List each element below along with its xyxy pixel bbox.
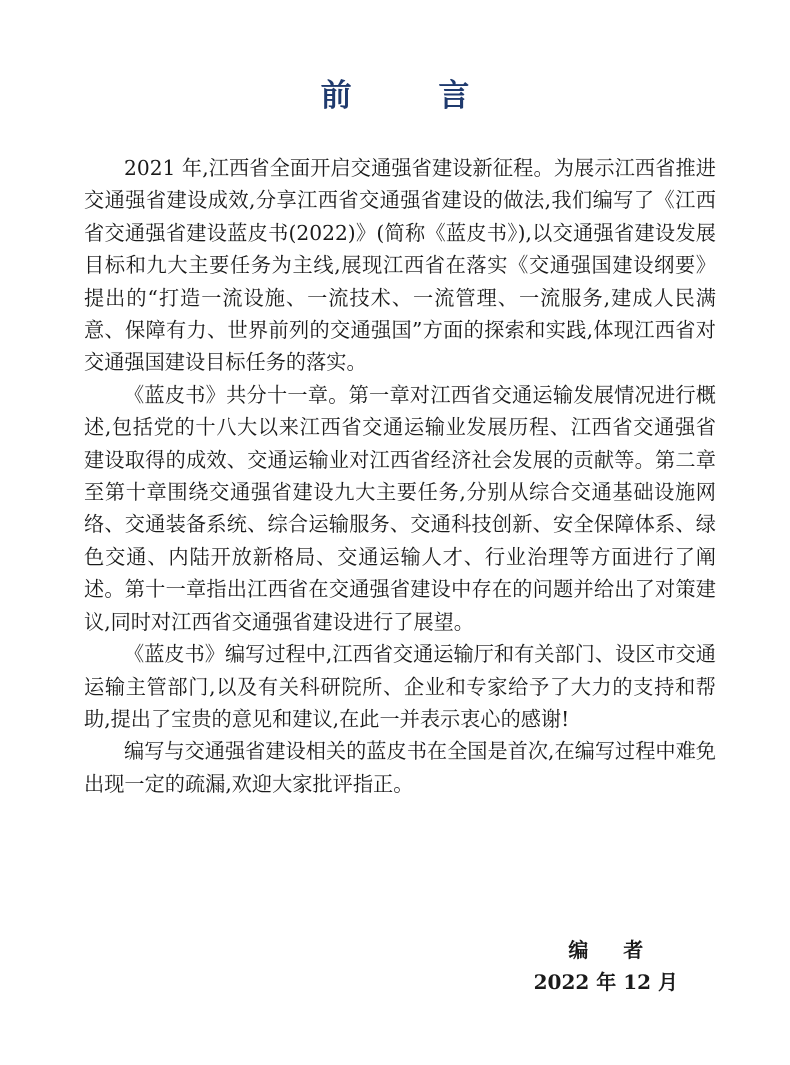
- paragraph-3: 《蓝皮书》编写过程中,江西省交通运输厅和有关部门、设区市交通运输主管部门,以及有关科研院所、企业和专家给予了大力的支持和帮助,提出了宝贵的意见和建议,在此一并表示衷心的感谢!: [84, 642, 716, 731]
- signature-block: [534, 934, 678, 998]
- paragraph-1: 2021 年,江西省全面开启交通强省建设新征程。为展示江西省推进交通强省建设成效,分享江西省交通强省建设的做法,我们编写了《江西省交通强省建设蓝皮书(2022)》(简称《蓝皮书》),以交通强省建设发展目标和九大主要任务为主线,展现江西省在落实《交通强国建设纲要》提出的“打造一流设施、一流技术、一流管理、一流服务,建成人民满意、保障有力、世界前列的交通强国”方面的探索和实践,体现江西省对交通强国建设目标任务的落实。: [84, 156, 716, 375]
- page-title: 前 言: [320, 78, 508, 114]
- preface-body: [84, 152, 716, 800]
- signature-date: 2022 年 12 月: [533, 970, 678, 994]
- author-signature: 编 者: [568, 938, 658, 962]
- paragraph-4: 编写与交通强省建设相关的蓝皮书在全国是首次,在编写过程中难免出现一定的疏漏,欢迎大家批评指正。: [84, 739, 716, 796]
- paragraph-2: 《蓝皮书》共分十一章。第一章对江西省交通运输发展情况进行概述,包括党的十八大以来江西省交通运输业发展历程、江西省交通强省建设取得的成效、交通运输业对江西省经济社会发展的贡献等。第二章至第十章围绕交通强省建设九大主要任务,分别从综合交通基础设施网络、交通装备系统、综合运输服务、交通科技创新、安全保障体系、绿色交通、内陆开放新格局、交通运输人才、行业治理等方面进行了阐述。第十一章指出江西省在交通强省建设中存在的问题并给出了对策建议,同时对江西省交通强省建设进行了展望。: [84, 382, 716, 634]
